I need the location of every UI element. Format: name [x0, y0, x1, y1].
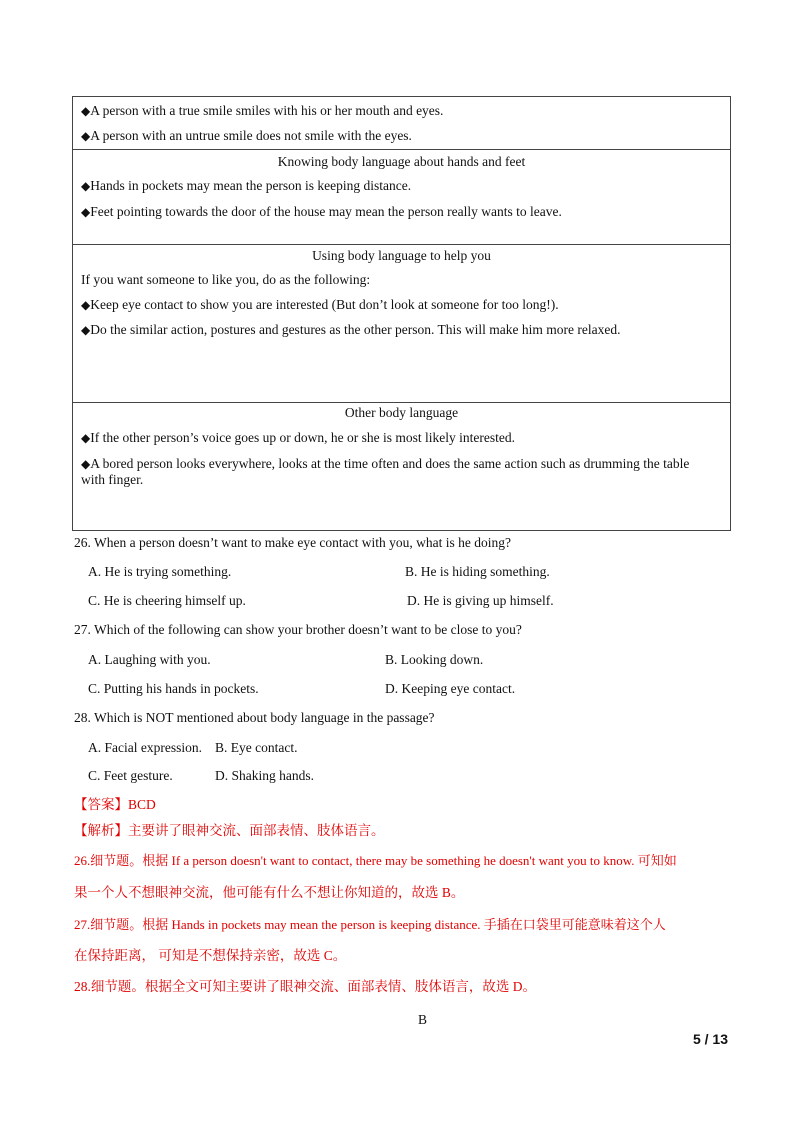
- option-d: D. Keeping eye contact.: [385, 681, 516, 696]
- option-a: A. Laughing with you.: [88, 652, 211, 667]
- question-stem: 26. When a person doesn’t want to make eye contact with you, what is he doing?: [74, 535, 512, 550]
- table-section-using-body-language: [72, 244, 731, 402]
- section-intro: If you want someone to like you, do as the following:: [81, 272, 371, 287]
- section-title: Using body language to help you: [312, 248, 491, 263]
- table-item: ◆ A bored person looks everywhere, looks at the time often and does the same action such as drumming the table: [81, 456, 722, 472]
- table-item: ◆ A person with an untrue smile does not smile with the eyes.: [81, 128, 722, 144]
- option-d: D. Shaking hands.: [215, 768, 314, 783]
- table-item: ◆ Do the similar action, postures and gestures as the other person. This will make him more relaxed.: [81, 322, 722, 338]
- option-c: C. He is cheering himself up.: [88, 593, 246, 608]
- q27-explanation-cont: 在保持距离， 可知是不想保持亲密，故选 C。: [74, 948, 347, 963]
- option-a: A. Facial expression.: [88, 740, 202, 755]
- section-title: Knowing body language about hands and feet: [277, 154, 526, 169]
- table-item: ◆ Feet pointing towards the door of the house may mean the person really wants to leave.: [81, 204, 722, 220]
- table-section-other-body-language: [72, 402, 731, 531]
- answer-line: 【答案】BCD: [74, 797, 156, 812]
- analysis-line: 【解析】主要讲了眼神交流、面部表情、肢体语言。: [74, 823, 385, 838]
- question-stem: 27. Which of the following can show your brother doesn’t want to be close to you?: [74, 622, 522, 637]
- table-item-continuation: with finger.: [81, 472, 144, 487]
- page-number: 5 / 13: [692, 1031, 728, 1047]
- table-section-smile: [72, 96, 731, 149]
- question-stem: 28. Which is NOT mentioned about body language in the passage?: [74, 710, 435, 725]
- option-b: B. Eye contact.: [215, 740, 298, 755]
- q26-explanation-cont: 果一个人不想眼神交流，他可能有什么不想让你知道的，故选 B。: [74, 885, 465, 900]
- q27-explanation: 27.细节题。根据 Hands in pockets may mean the person is keeping distance. 手插在口袋里可能意味着这个人: [74, 917, 666, 932]
- option-c: C. Putting his hands in pockets.: [88, 681, 259, 696]
- option-a: A. He is trying something.: [88, 564, 232, 579]
- q28-explanation: 28.细节题。根据全文可知主要讲了眼神交流、面部表情、肢体语言，故选 D。: [74, 979, 536, 994]
- option-d: D. He is giving up himself.: [407, 593, 554, 608]
- option-c: C. Feet gesture.: [88, 768, 173, 783]
- table-section-hands-feet: [72, 149, 731, 244]
- table-item: ◆ If the other person’s voice goes up or down, he or she is most likely interested.: [81, 430, 722, 446]
- table-item: ◆ Hands in pockets may mean the person is keeping distance.: [81, 178, 722, 194]
- table-item: ◆ A person with a true smile smiles with his or her mouth and eyes.: [81, 103, 722, 119]
- section-title: Other body language: [344, 405, 459, 420]
- option-b: B. He is hiding something.: [405, 564, 550, 579]
- q26-explanation: 26.细节题。根据 If a person doesn't want to contact, there may be something he doesn't want you to know. 可知如: [74, 853, 677, 868]
- option-b: B. Looking down.: [385, 652, 484, 667]
- footer-letter: B: [417, 1012, 427, 1027]
- table-item: ◆ Keep eye contact to show you are interested (But don’t look at someone for too long!).: [81, 297, 722, 313]
